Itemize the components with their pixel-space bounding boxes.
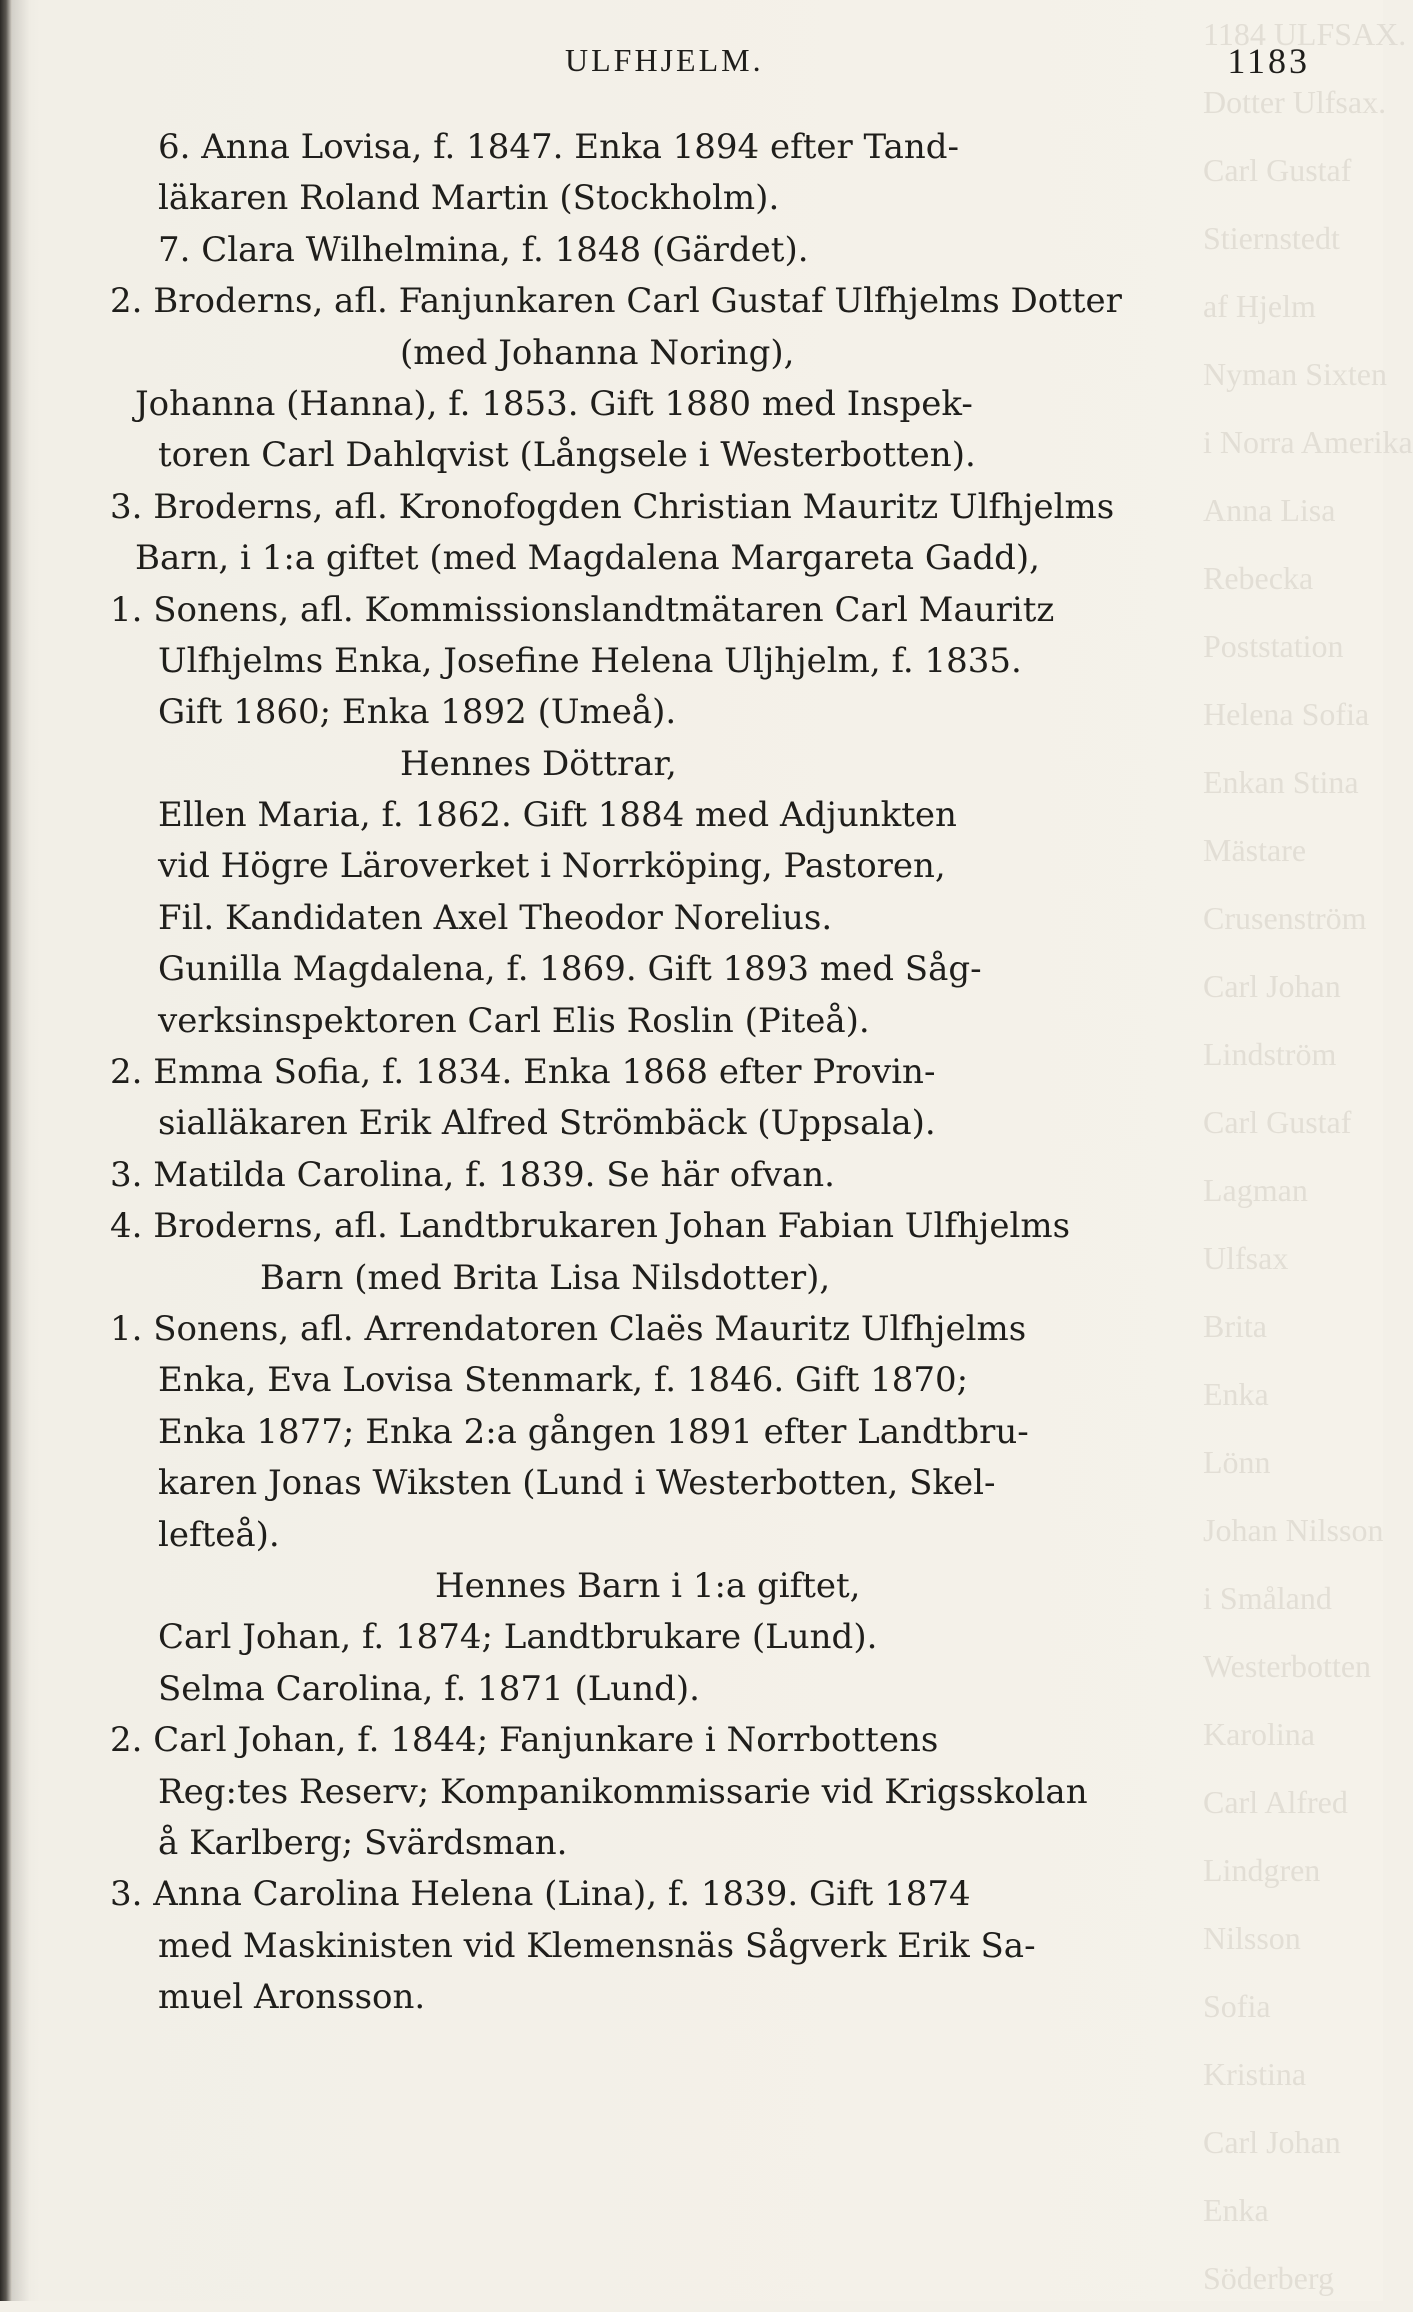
text-line: sialläkaren Erik Alfred Strömbäck (Uppsala). (158, 1103, 936, 1144)
text-line: 1. Sonens, afl. Arrendatoren Claës Mauritz Ulfhjelms (110, 1308, 1027, 1349)
ghost-line: Carl Gustaf (1203, 152, 1352, 188)
ghost-line: Stiernstedt (1203, 220, 1340, 256)
ghost-line: Rebecka (1203, 560, 1314, 596)
page-header (160, 32, 1310, 92)
ghost-line: Nilsson (1203, 1920, 1301, 1956)
text-line: 2. Emma Sofia, f. 1834. Enka 1868 efter Provin- (110, 1052, 936, 1093)
text-line: å Karlberg; Svärdsman. (158, 1822, 568, 1863)
ghost-line: Söderberg (1203, 2260, 1334, 2296)
text-line: Reg:tes Reserv; Kompanikommissarie vid Krigsskolan (158, 1771, 1088, 1812)
text-line: 3. Broderns, afl. Kronofogden Christian Mauritz Ulfhjelms (110, 486, 1115, 527)
text-line: Fil. Kandidaten Axel Theodor Norelius. (158, 897, 833, 938)
text-line: karen Jonas Wiksten (Lund i Westerbotten, Skel- (158, 1463, 996, 1504)
text-line: Enka 1877; Enka 2:a gången 1891 efter Landtbru- (158, 1411, 1029, 1452)
ghost-line: Lindgren (1203, 1852, 1321, 1888)
ghost-line: Poststation (1203, 628, 1344, 664)
text-line: vid Högre Läroverket i Norrköping, Pastoren, (158, 846, 946, 887)
ghost-line: Anna Lisa (1203, 492, 1336, 528)
text-line: Johanna (Hanna), f. 1853. Gift 1880 med Inspek- (135, 383, 973, 424)
text-line: lefteå). (158, 1514, 280, 1555)
ghost-line: Mästare (1203, 832, 1307, 868)
text-line: toren Carl Dahlqvist (Långsele i Westerbotten). (158, 435, 976, 476)
text-line: Gunilla Magdalena, f. 1869. Gift 1893 med Såg- (158, 949, 982, 990)
ghost-line: Carl Johan (1203, 968, 1341, 1004)
text-line: Barn, i 1:a giftet (med Magdalena Margareta Gadd), (135, 538, 1040, 579)
ghost-line: Enka (1203, 2192, 1269, 2228)
text-line: Gift 1860; Enka 1892 (Umeå). (158, 692, 677, 733)
ghost-line: 1184 ULFSAX. (1203, 16, 1407, 52)
text-line: Carl Johan, f. 1874; Landtbrukare (Lund). (158, 1617, 878, 1658)
ghost-line: Ulfsax (1203, 1240, 1289, 1276)
ghost-line: Carl Gustaf (1203, 1104, 1352, 1140)
ghost-line: Helena Sofia (1203, 696, 1370, 732)
text-line: (med Johanna Noring), (400, 332, 795, 373)
text-line: Hennes Döttrar, (400, 743, 677, 784)
ghost-line: af Hjelm (1203, 288, 1316, 324)
text-line: Ellen Maria, f. 1862. Gift 1884 med Adjunkten (158, 795, 957, 836)
ghost-line: Lönn (1203, 1444, 1271, 1480)
text-line: 3. Matilda Carolina, f. 1839. Se här ofvan. (110, 1154, 835, 1195)
text-line: Ulfhjelms Enka, Josefine Helena Uljhjelm, f. 1835. (158, 640, 1022, 681)
text-line: läkaren Roland Martin (Stockholm). (158, 178, 780, 219)
binding-shadow (12, 0, 30, 2301)
ghost-line: Sofia (1203, 1988, 1271, 2024)
text-line: Hennes Barn i 1:a giftet, (435, 1565, 861, 1606)
text-line: 2. Carl Johan, f. 1844; Fanjunkare i Norrbottens (110, 1720, 939, 1761)
ghost-line: Nyman Sixten (1203, 356, 1387, 392)
ghost-line: Enka (1203, 1376, 1269, 1412)
text-line: verksinspektoren Carl Elis Roslin (Piteå). (158, 1000, 870, 1041)
ghost-line: Brita (1203, 1308, 1267, 1344)
text-line: Barn (med Brita Lisa Nilsdotter), (260, 1257, 831, 1298)
ghost-line: Lagman (1203, 1172, 1308, 1208)
text-line: 3. Anna Carolina Helena (Lina), f. 1839. Gift 1874 (110, 1874, 971, 1915)
text-line: 2. Broderns, afl. Fanjunkaren Carl Gustaf Ulfhjelms Dotter (110, 281, 1122, 322)
text-line: med Maskinisten vid Klemensnäs Sågverk Erik Sa- (158, 1925, 1036, 1966)
ghost-line: i Småland (1203, 1580, 1332, 1616)
text-line: muel Aronsson. (158, 1977, 426, 2018)
ghost-line: Westerbotten (1203, 1648, 1372, 1684)
running-head: ULFHJELM. (565, 42, 764, 78)
ghost-line: Crusenström (1203, 900, 1367, 936)
ghost-line: Karolina (1203, 1716, 1315, 1752)
text-line: Selma Carolina, f. 1871 (Lund). (158, 1668, 700, 1709)
ghost-line: Lindström (1203, 1036, 1337, 1072)
ghost-line: Johan Nilsson (1203, 1512, 1384, 1548)
text-line: 1. Sonens, afl. Kommissionslandtmätaren Carl Mauritz (110, 589, 1055, 630)
text-line: 6. Anna Lovisa, f. 1847. Enka 1894 efter Tand- (158, 127, 960, 167)
page-binding-edge (0, 0, 12, 2301)
genealogy-text-block (110, 122, 1320, 2023)
page-number: 1183 (1227, 41, 1310, 81)
ghost-line: Dotter Ulfsax. (1203, 84, 1387, 120)
text-line: 7. Clara Wilhelmina, f. 1848 (Gärdet). (158, 229, 809, 270)
text-line: Enka, Eva Lovisa Stenmark, f. 1846. Gift 1870; (158, 1360, 969, 1401)
text-line: 4. Broderns, afl. Landtbrukaren Johan Fabian Ulfhjelms (110, 1206, 1071, 1247)
ghost-line: i Norra Amerika (1203, 424, 1413, 460)
ghost-line: Carl Johan (1203, 2124, 1341, 2160)
ghost-line: Enkan Stina (1203, 764, 1359, 800)
ghost-line: Kristina (1203, 2056, 1307, 2092)
ghost-line: Carl Alfred (1203, 1784, 1348, 1820)
